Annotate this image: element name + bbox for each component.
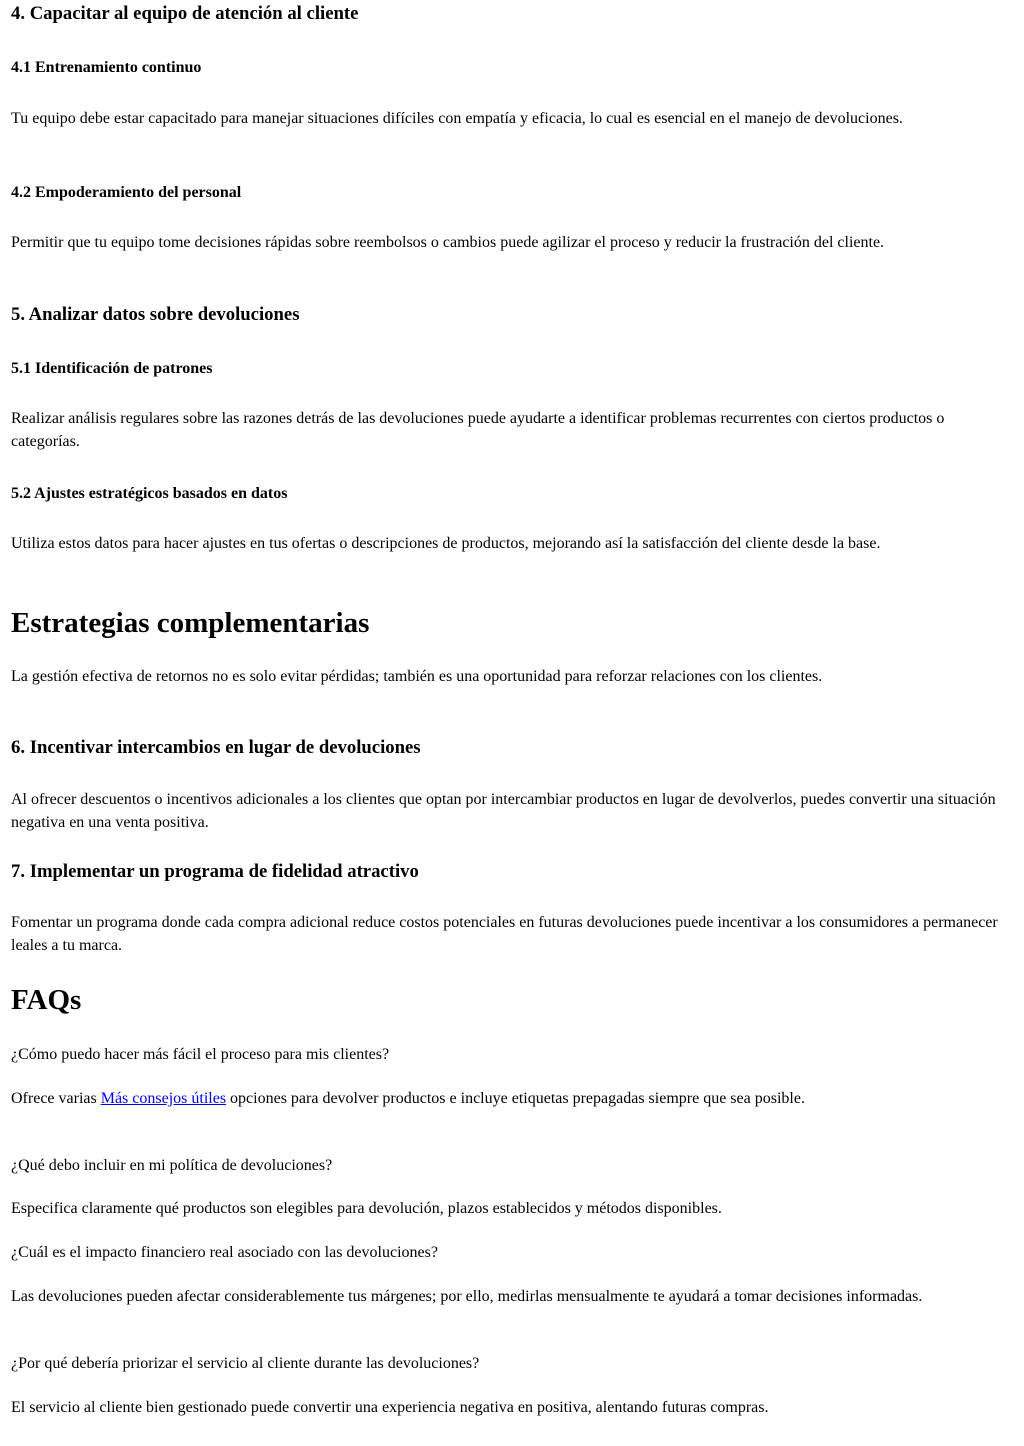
more-tips-link[interactable]: Más consejos útiles [100,1090,227,1107]
section-4-heading: 4. Capacitar al equipo de atención al cliente [11,3,359,24]
section-4-1-heading: 4.1 Entrenamiento continuo [11,59,202,76]
section-4-2-text: Permitir que tu equipo tome decisiones rápidas sobre reembolsos o cambios puede agilizar el proceso y reducir la frustración del cliente. [11,234,885,251]
complementary-heading: Estrategias complementarias [11,607,370,639]
faq-answer-2: Especifica claramente qué productos son elegibles para devolución, plazos establecidos y métodos disponibles. [11,1200,722,1217]
section-5-2-heading: 5.2 Ajustes estratégicos basados en datos [11,485,288,502]
faq-answer-3: Las devoluciones pueden afectar considerablemente tus márgenes; por ello, medirlas mensualmente te ayudará a tomar decisiones informadas. [11,1288,923,1305]
section-6-text: Al ofrecer descuentos o incentivos adicionales a los clientes que optan por intercambiar productos en lugar de devolverlos, puedes convertir una situación negativa en una venta positiva. [11,791,996,831]
faq-answer-1 [11,1087,1013,1110]
faq-question-1: ¿Cómo puedo hacer más fácil el proceso para mis clientes? [11,1046,390,1063]
section-4-1-text: Tu equipo debe estar capacitado para manejar situaciones difíciles con empatía y eficacia, lo cual es esencial en el manejo de devoluciones. [11,110,903,127]
faqs-heading: FAQs [11,984,82,1016]
faq-question-4: ¿Por qué debería priorizar el servicio al cliente durante las devoluciones? [11,1355,480,1372]
section-6-heading: 6. Incentivar intercambios en lugar de devoluciones [11,737,421,758]
faq-answer-4: El servicio al cliente bien gestionado puede convertir una experiencia negativa en positiva, alentando futuras compras. [11,1399,769,1416]
section-5-1-text: Realizar análisis regulares sobre las razones detrás de las devoluciones puede ayudarte a identificar problemas recurrentes con ciertos productos o categorías. [11,410,945,450]
complementary-intro: La gestión efectiva de retornos no es solo evitar pérdidas; también es una oportunidad para reforzar relaciones con los clientes. [11,668,823,685]
section-5-heading: 5. Analizar datos sobre devoluciones [11,304,300,325]
section-4-2-heading: 4.2 Empoderamiento del personal [11,184,242,201]
faq-question-3: ¿Cuál es el impacto financiero real asociado con las devoluciones? [11,1244,438,1261]
faq-answer-1-after: opciones para devolver productos e incluye etiquetas prepagadas siempre que sea posible. [226,1090,805,1107]
section-7-text: Fomentar un programa donde cada compra adicional reduce costos potenciales en futuras devoluciones puede incentivar a los consumidores a permanecer leales a tu marca. [11,914,998,954]
section-7-heading: 7. Implementar un programa de fidelidad atractivo [11,861,419,882]
faq-answer-1-before: Ofrece varias [11,1090,101,1107]
section-5-1-heading: 5.1 Identificación de patrones [11,360,213,377]
faq-question-2: ¿Qué debo incluir en mi política de devoluciones? [11,1157,333,1174]
section-5-2-text: Utiliza estos datos para hacer ajustes en tus ofertas o descripciones de productos, mejorando así la satisfacción del cliente desde la base. [11,535,881,552]
